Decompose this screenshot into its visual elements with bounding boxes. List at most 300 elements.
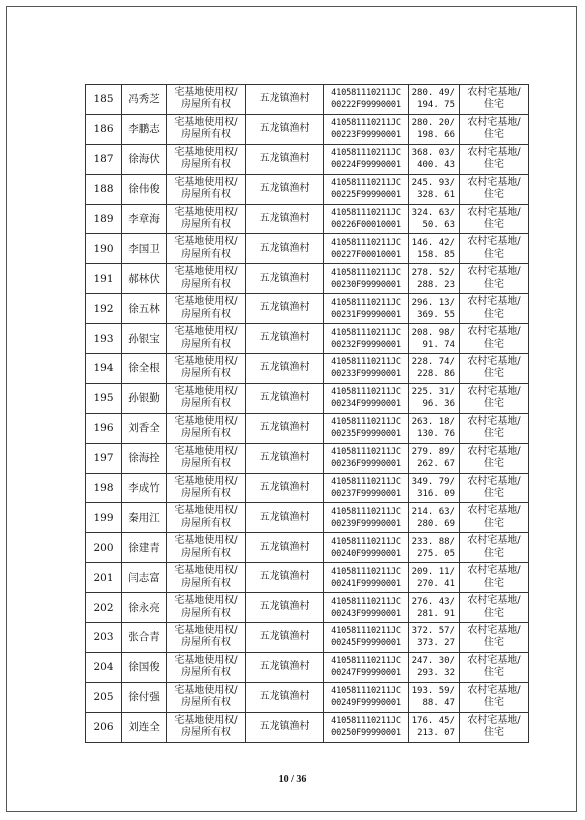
- land-use-line: 农村宅基地/: [467, 595, 521, 607]
- land-use-line: 农村宅基地/: [467, 266, 521, 278]
- row-number-cell: 188: [86, 174, 122, 204]
- parcel-code-cell: [324, 712, 409, 742]
- owner-name-cell: 徐五林: [122, 294, 167, 324]
- parcel-code-line: 00222F99990001: [331, 100, 401, 111]
- area-line: 369. 55: [417, 309, 455, 320]
- area-line: 279. 89/: [411, 447, 455, 458]
- land-use-line: 住宅: [484, 219, 504, 230]
- right-type-line: 宅基地使用权/: [174, 385, 238, 397]
- parcel-code-line: 00234F99990001: [331, 399, 401, 410]
- right-type-cell: [167, 354, 246, 384]
- parcel-code-line: 00243F99990001: [331, 608, 401, 619]
- location-cell: 五龙镇渔村: [246, 294, 324, 324]
- location-cell: 五龙镇渔村: [246, 413, 324, 443]
- area-line: 247. 30/: [411, 656, 455, 667]
- area-cell: [409, 682, 460, 712]
- area-cell: [409, 324, 460, 354]
- land-use-line: 住宅: [484, 547, 504, 559]
- table-row: [86, 682, 529, 712]
- parcel-code-cell: [324, 652, 409, 682]
- row-number-cell: 195: [86, 383, 122, 413]
- area-line: 281. 91: [417, 608, 455, 619]
- land-use-line: 住宅: [484, 159, 504, 171]
- row-number-cell: 198: [86, 473, 122, 503]
- land-use-line: 农村宅基地/: [467, 355, 521, 367]
- land-use-line: 住宅: [484, 278, 504, 290]
- location-cell: 五龙镇渔村: [246, 354, 324, 384]
- table-row: [86, 85, 529, 115]
- area-line: 50. 63: [422, 220, 455, 230]
- location-cell: 五龙镇渔村: [246, 383, 324, 413]
- land-use-line: 农村宅基地/: [467, 86, 521, 98]
- right-type-cell: [167, 473, 246, 503]
- parcel-code-cell: [324, 85, 409, 115]
- right-type-line: 宅基地使用权/: [174, 266, 238, 278]
- table-row: [86, 294, 529, 324]
- parcel-code-line: 00223F99990001: [331, 130, 401, 141]
- parcel-code-line: 410581110211JC: [331, 148, 401, 159]
- parcel-code-line: 410581110211JC: [331, 477, 401, 488]
- location-cell: 五龙镇渔村: [246, 204, 324, 234]
- right-type-cell: [167, 114, 246, 144]
- land-use-line: 农村宅基地/: [467, 146, 521, 158]
- land-use-line: 住宅: [484, 458, 504, 470]
- right-type-cell: [167, 593, 246, 623]
- table-row: [86, 533, 529, 563]
- area-line: 96. 36: [422, 399, 455, 410]
- area-line: 213. 07: [417, 728, 455, 739]
- area-cell: [409, 174, 460, 204]
- right-type-line: 宅基地使用权/: [174, 595, 238, 607]
- right-type-line: 房屋所有权: [181, 428, 231, 440]
- table-row: [86, 383, 529, 413]
- land-use-line: 住宅: [484, 129, 504, 141]
- location-cell: 五龙镇渔村: [246, 174, 324, 204]
- row-number-cell: 193: [86, 324, 122, 354]
- area-cell: [409, 593, 460, 623]
- area-line: 278. 52/: [411, 267, 455, 278]
- area-line: 233. 88/: [411, 536, 455, 547]
- land-use-cell: [460, 204, 529, 234]
- owner-name-cell: 李章海: [122, 204, 167, 234]
- right-type-line: 房屋所有权: [181, 219, 231, 230]
- land-use-cell: [460, 144, 529, 174]
- land-use-cell: [460, 563, 529, 593]
- land-use-line: 住宅: [484, 248, 504, 260]
- right-type-line: 房屋所有权: [181, 398, 231, 410]
- land-use-line: 住宅: [484, 368, 504, 380]
- land-use-cell: [460, 473, 529, 503]
- row-number-cell: 205: [86, 682, 122, 712]
- land-use-cell: [460, 712, 529, 742]
- area-line: 349. 79/: [411, 477, 455, 488]
- right-type-line: 宅基地使用权/: [174, 146, 238, 158]
- right-type-line: 房屋所有权: [181, 667, 231, 679]
- parcel-code-line: 410581110211JC: [331, 506, 401, 517]
- area-line: 158. 85: [417, 249, 455, 260]
- parcel-code-line: 00239F99990001: [331, 518, 401, 529]
- location-cell: 五龙镇渔村: [246, 682, 324, 712]
- land-use-cell: [460, 593, 529, 623]
- land-use-cell: [460, 533, 529, 563]
- right-type-line: 房屋所有权: [181, 189, 231, 201]
- table-row: [86, 593, 529, 623]
- parcel-code-line: 410581110211JC: [331, 237, 401, 248]
- land-use-cell: [460, 354, 529, 384]
- parcel-code-line: 00247F99990001: [331, 668, 401, 679]
- row-number-cell: 196: [86, 413, 122, 443]
- row-number-cell: 191: [86, 264, 122, 294]
- parcel-code-cell: [324, 473, 409, 503]
- row-number-cell: 202: [86, 593, 122, 623]
- table-row: [86, 443, 529, 473]
- row-number-cell: 201: [86, 563, 122, 593]
- table-row: [86, 473, 529, 503]
- parcel-code-line: 00249F99990001: [331, 698, 401, 709]
- table-row: [86, 264, 529, 294]
- location-cell: 五龙镇渔村: [246, 593, 324, 623]
- parcel-code-line: 410581110211JC: [331, 716, 401, 727]
- row-number-cell: 204: [86, 652, 122, 682]
- right-type-cell: [167, 413, 246, 443]
- right-type-line: 宅基地使用权/: [174, 654, 238, 666]
- table-row: [86, 234, 529, 264]
- owner-name-cell: 徐全根: [122, 354, 167, 384]
- parcel-code-cell: [324, 563, 409, 593]
- right-type-cell: [167, 294, 246, 324]
- parcel-code-cell: [324, 144, 409, 174]
- land-use-line: 住宅: [484, 517, 504, 529]
- area-line: 228. 86: [417, 369, 455, 380]
- right-type-cell: [167, 324, 246, 354]
- right-type-cell: [167, 174, 246, 204]
- land-use-line: 农村宅基地/: [467, 624, 521, 636]
- area-line: 193. 59/: [411, 686, 455, 697]
- parcel-code-line: 410581110211JC: [331, 566, 401, 577]
- land-use-cell: [460, 503, 529, 533]
- area-cell: [409, 383, 460, 413]
- land-use-cell: [460, 174, 529, 204]
- parcel-code-line: 410581110211JC: [331, 387, 401, 398]
- location-cell: 五龙镇渔村: [246, 264, 324, 294]
- right-type-line: 房屋所有权: [181, 159, 231, 171]
- owner-name-cell: 孙银勤: [122, 383, 167, 413]
- area-cell: [409, 533, 460, 563]
- parcel-code-line: 410581110211JC: [331, 686, 401, 697]
- land-use-line: 农村宅基地/: [467, 385, 521, 397]
- row-number-cell: 199: [86, 503, 122, 533]
- area-line: 373. 27: [417, 638, 455, 649]
- parcel-code-line: 410581110211JC: [331, 626, 401, 637]
- land-use-line: 住宅: [484, 189, 504, 201]
- land-use-cell: [460, 234, 529, 264]
- right-type-line: 宅基地使用权/: [174, 684, 238, 696]
- parcel-code-line: 00235F99990001: [331, 429, 401, 440]
- owner-name-cell: 徐海拴: [122, 443, 167, 473]
- location-cell: 五龙镇渔村: [246, 234, 324, 264]
- parcel-code-line: 00237F99990001: [331, 489, 401, 500]
- area-line: 245. 93/: [411, 178, 455, 189]
- parcel-code-cell: [324, 682, 409, 712]
- area-line: 280. 49/: [411, 88, 455, 99]
- area-line: 368. 03/: [411, 148, 455, 159]
- area-line: 176. 45/: [411, 716, 455, 727]
- area-line: 91. 74: [422, 339, 455, 350]
- area-cell: [409, 473, 460, 503]
- land-use-line: 住宅: [484, 607, 504, 619]
- right-type-line: 宅基地使用权/: [174, 86, 238, 98]
- table-row: [86, 324, 529, 354]
- right-type-line: 房屋所有权: [181, 458, 231, 470]
- land-use-line: 农村宅基地/: [467, 176, 521, 188]
- parcel-code-line: 410581110211JC: [331, 656, 401, 667]
- parcel-code-line: 00227F00010001: [331, 249, 401, 260]
- owner-name-cell: 冯秀芝: [122, 85, 167, 115]
- area-line: 324. 63/: [411, 208, 455, 218]
- parcel-code-cell: [324, 294, 409, 324]
- row-number-cell: 203: [86, 623, 122, 653]
- area-line: 400. 43: [417, 160, 455, 171]
- parcel-code-line: 410581110211JC: [331, 417, 401, 428]
- owner-name-cell: 徐建青: [122, 533, 167, 563]
- land-use-cell: [460, 623, 529, 653]
- owner-name-cell: 徐伟俊: [122, 174, 167, 204]
- right-type-cell: [167, 234, 246, 264]
- area-line: 275. 05: [417, 548, 455, 559]
- table-row: [86, 563, 529, 593]
- land-use-line: 农村宅基地/: [467, 505, 521, 517]
- parcel-code-line: 00225F99990001: [331, 190, 401, 201]
- area-line: 262. 67: [417, 459, 455, 470]
- owner-name-cell: 徐海伏: [122, 144, 167, 174]
- right-type-cell: [167, 204, 246, 234]
- land-use-line: 农村宅基地/: [467, 326, 521, 338]
- right-type-line: 宅基地使用权/: [174, 535, 238, 547]
- parcel-code-line: 00230F99990001: [331, 279, 401, 290]
- table-row: [86, 623, 529, 653]
- land-use-line: 农村宅基地/: [467, 296, 521, 308]
- parcel-code-line: 00245F99990001: [331, 638, 401, 649]
- parcel-code-line: 410581110211JC: [331, 447, 401, 458]
- land-use-line: 住宅: [484, 637, 504, 649]
- right-type-line: 房屋所有权: [181, 99, 231, 111]
- parcel-code-line: 410581110211JC: [331, 118, 401, 129]
- parcel-code-line: 410581110211JC: [331, 178, 401, 189]
- right-type-cell: [167, 85, 246, 115]
- area-line: 208. 98/: [411, 327, 455, 338]
- right-type-line: 宅基地使用权/: [174, 415, 238, 427]
- owner-name-cell: 徐付强: [122, 682, 167, 712]
- right-type-line: 宅基地使用权/: [174, 624, 238, 636]
- right-type-cell: [167, 682, 246, 712]
- land-use-cell: [460, 413, 529, 443]
- area-cell: [409, 623, 460, 653]
- right-type-line: 房屋所有权: [181, 517, 231, 529]
- land-use-line: 住宅: [484, 99, 504, 111]
- right-type-line: 房屋所有权: [181, 488, 231, 500]
- right-type-line: 房屋所有权: [181, 727, 231, 739]
- right-type-cell: [167, 652, 246, 682]
- area-line: 146. 42/: [411, 237, 455, 248]
- table-row: [86, 174, 529, 204]
- location-cell: 五龙镇渔村: [246, 623, 324, 653]
- parcel-code-cell: [324, 533, 409, 563]
- right-type-line: 房屋所有权: [181, 308, 231, 320]
- row-number-cell: 192: [86, 294, 122, 324]
- area-line: 293. 32: [417, 668, 455, 679]
- area-cell: [409, 264, 460, 294]
- right-type-line: 宅基地使用权/: [174, 475, 238, 487]
- parcel-code-line: 410581110211JC: [331, 327, 401, 338]
- right-type-cell: [167, 623, 246, 653]
- parcel-code-line: 00224F99990001: [331, 160, 401, 171]
- area-cell: [409, 114, 460, 144]
- parcel-code-line: 00226F00010001: [331, 220, 401, 230]
- area-cell: [409, 413, 460, 443]
- area-cell: [409, 563, 460, 593]
- location-cell: 五龙镇渔村: [246, 712, 324, 742]
- owner-name-cell: 秦用江: [122, 503, 167, 533]
- land-use-line: 农村宅基地/: [467, 714, 521, 726]
- parcel-code-line: 00250F99990001: [331, 728, 401, 739]
- right-type-line: 宅基地使用权/: [174, 296, 238, 308]
- owner-name-cell: 刘连全: [122, 712, 167, 742]
- area-line: 209. 11/: [411, 566, 455, 577]
- owner-name-cell: 闫志富: [122, 563, 167, 593]
- area-line: 296. 13/: [411, 297, 455, 308]
- table-row: [86, 712, 529, 742]
- table-row: [86, 204, 529, 234]
- location-cell: 五龙镇渔村: [246, 563, 324, 593]
- right-type-line: 宅基地使用权/: [174, 565, 238, 577]
- parcel-code-line: 410581110211JC: [331, 208, 401, 218]
- land-use-line: 住宅: [484, 398, 504, 410]
- land-use-cell: [460, 443, 529, 473]
- right-type-line: 房屋所有权: [181, 368, 231, 380]
- table-body: [86, 85, 529, 743]
- right-type-cell: [167, 383, 246, 413]
- parcel-code-cell: [324, 413, 409, 443]
- parcel-code-line: 410581110211JC: [331, 536, 401, 547]
- table-row: [86, 114, 529, 144]
- land-use-cell: [460, 682, 529, 712]
- parcel-code-cell: [324, 324, 409, 354]
- parcel-code-line: 00241F99990001: [331, 578, 401, 589]
- area-cell: [409, 234, 460, 264]
- area-line: 228. 74/: [411, 357, 455, 368]
- right-type-line: 房屋所有权: [181, 278, 231, 290]
- parcel-code-line: 410581110211JC: [331, 267, 401, 278]
- area-cell: [409, 144, 460, 174]
- right-type-line: 房屋所有权: [181, 547, 231, 559]
- table-row: [86, 144, 529, 174]
- area-line: 263. 18/: [411, 417, 455, 428]
- parcel-code-line: 00231F99990001: [331, 309, 401, 320]
- area-line: 316. 09: [417, 489, 455, 500]
- area-line: 130. 76: [417, 429, 455, 440]
- right-type-line: 房屋所有权: [181, 338, 231, 350]
- right-type-line: 房屋所有权: [181, 607, 231, 619]
- page-number: 10 / 36: [278, 774, 307, 785]
- land-use-cell: [460, 114, 529, 144]
- parcel-code-cell: [324, 354, 409, 384]
- right-type-cell: [167, 264, 246, 294]
- row-number-cell: 197: [86, 443, 122, 473]
- right-type-line: 宅基地使用权/: [174, 505, 238, 517]
- row-number-cell: 185: [86, 85, 122, 115]
- land-use-cell: [460, 652, 529, 682]
- owner-name-cell: 李鹏志: [122, 114, 167, 144]
- owner-name-cell: 徐永亮: [122, 593, 167, 623]
- parcel-code-line: 00240F99990001: [331, 548, 401, 559]
- parcel-code-cell: [324, 443, 409, 473]
- parcel-code-cell: [324, 264, 409, 294]
- area-line: 280. 69: [417, 518, 455, 529]
- land-use-cell: [460, 324, 529, 354]
- table-row: [86, 413, 529, 443]
- land-use-line: 住宅: [484, 488, 504, 500]
- parcel-code-line: 00236F99990001: [331, 459, 401, 470]
- owner-name-cell: 张合青: [122, 623, 167, 653]
- right-type-line: 房屋所有权: [181, 697, 231, 709]
- land-use-cell: [460, 85, 529, 115]
- parcel-code-line: 410581110211JC: [331, 88, 401, 99]
- right-type-line: 房屋所有权: [181, 248, 231, 260]
- land-use-line: 农村宅基地/: [467, 415, 521, 427]
- land-use-line: 农村宅基地/: [467, 116, 521, 128]
- row-number-cell: 200: [86, 533, 122, 563]
- land-use-line: 住宅: [484, 697, 504, 709]
- location-cell: 五龙镇渔村: [246, 652, 324, 682]
- right-type-cell: [167, 503, 246, 533]
- right-type-line: 宅基地使用权/: [174, 445, 238, 457]
- area-line: 328. 61: [417, 190, 455, 201]
- row-number-cell: 194: [86, 354, 122, 384]
- area-cell: [409, 85, 460, 115]
- parcel-code-line: 410581110211JC: [331, 357, 401, 368]
- area-cell: [409, 503, 460, 533]
- right-type-line: 房屋所有权: [181, 637, 231, 649]
- owner-name-cell: 徐国俊: [122, 652, 167, 682]
- right-type-line: 房屋所有权: [181, 577, 231, 589]
- location-cell: 五龙镇渔村: [246, 503, 324, 533]
- location-cell: 五龙镇渔村: [246, 324, 324, 354]
- area-line: 280. 20/: [411, 118, 455, 129]
- owner-name-cell: 孙银宝: [122, 324, 167, 354]
- right-type-line: 宅基地使用权/: [174, 206, 238, 218]
- parcel-code-line: 410581110211JC: [331, 297, 401, 308]
- owner-name-cell: 李国卫: [122, 234, 167, 264]
- parcel-code-line: 410581110211JC: [331, 596, 401, 607]
- parcel-code-cell: [324, 593, 409, 623]
- location-cell: 五龙镇渔村: [246, 85, 324, 115]
- land-use-line: 住宅: [484, 577, 504, 589]
- area-cell: [409, 712, 460, 742]
- land-use-line: 住宅: [484, 727, 504, 739]
- parcel-code-cell: [324, 174, 409, 204]
- area-line: 198. 66: [417, 130, 455, 141]
- owner-name-cell: 郝林伏: [122, 264, 167, 294]
- right-type-line: 宅基地使用权/: [174, 116, 238, 128]
- right-type-line: 宅基地使用权/: [174, 326, 238, 338]
- area-line: 194. 75: [417, 100, 455, 111]
- owner-name-cell: 李成竹: [122, 473, 167, 503]
- parcel-code-cell: [324, 234, 409, 264]
- area-cell: [409, 354, 460, 384]
- parcel-code-cell: [324, 503, 409, 533]
- parcel-code-cell: [324, 383, 409, 413]
- right-type-line: 宅基地使用权/: [174, 176, 238, 188]
